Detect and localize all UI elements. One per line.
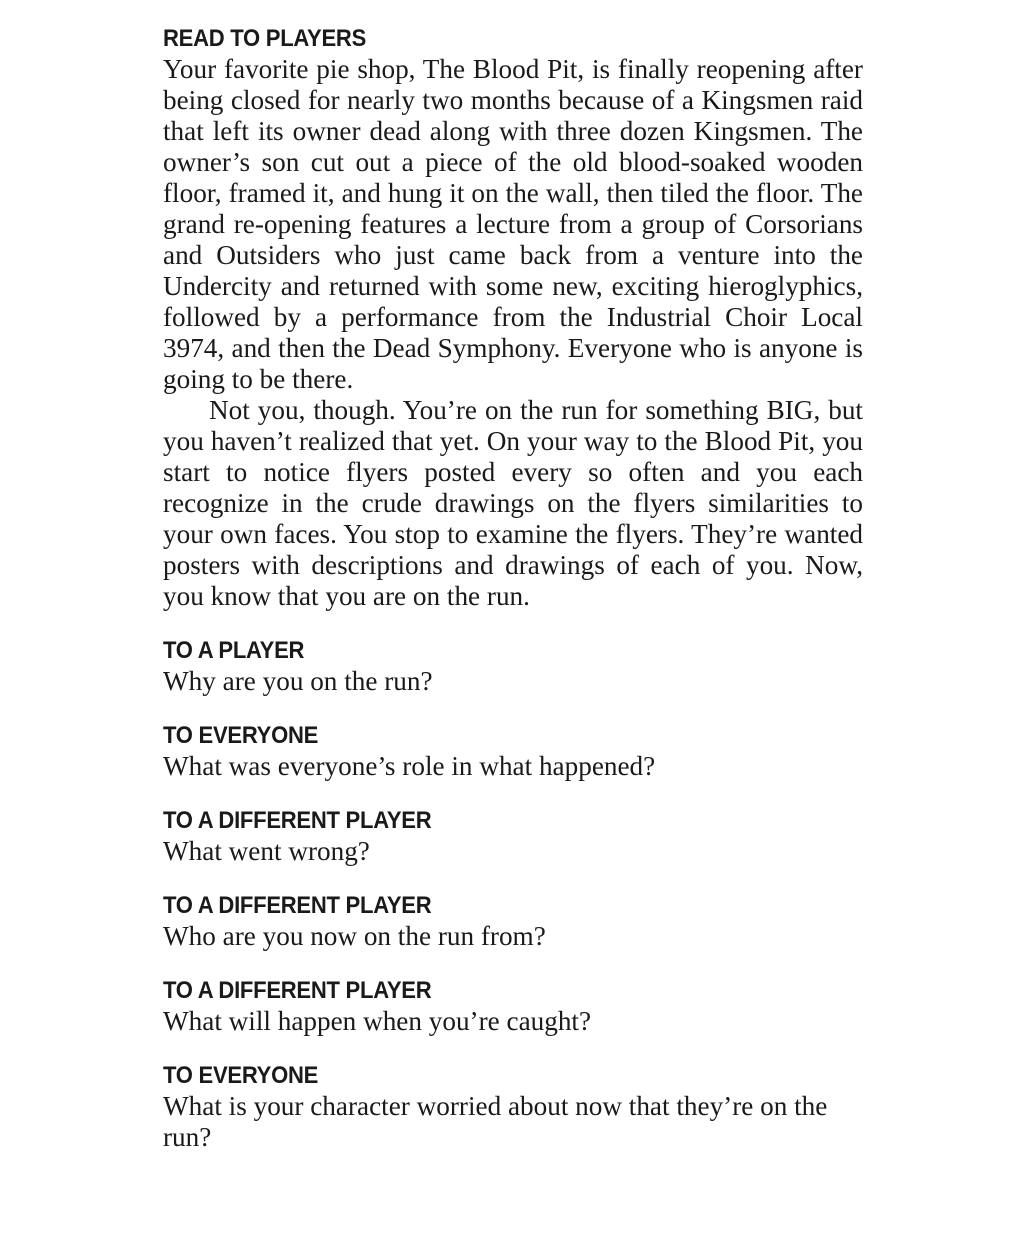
prompt-heading: TO A DIFFERENT PLAYER (163, 807, 432, 834)
read-to-players-section (163, 24, 863, 612)
prompt-block (163, 1061, 863, 1153)
prompt-question: Why are you on the run? (163, 666, 433, 696)
prompt-heading: TO A PLAYER (163, 637, 305, 664)
prompt-heading: TO EVERYONE (163, 1062, 319, 1089)
prompt-block (163, 891, 863, 952)
prompt-question: What went wrong? (163, 836, 370, 866)
read-aloud-paragraph-1: Your favorite pie shop, The Blood Pit, is finally reopening after being closed for nearly two months because of a Kingsmen raid that left its owner dead along with three dozen Kingsmen. The owner’s son cut out a piece of the old blood-soaked wooden floor, framed it, and hung it on the wall, then tiled the floor. The grand re-opening features a lecture from a group of Corsorians and Outsiders who just came back from a venture into the Undercity and returned with some new, exciting hieroglyphics, followed by a performance from the Industrial Choir Local 3974, and then the Dead Symphony. Everyone who is anyone is going to be there. (163, 54, 863, 394)
prompt-heading: TO A DIFFERENT PLAYER (163, 892, 432, 919)
prompt-heading: TO A DIFFERENT PLAYER (163, 977, 432, 1004)
read-aloud-paragraph-2: Not you, though. You’re on the run for something BIG, but you haven’t realized that yet. On your way to the Blood Pit, you start to notice flyers posted every so often and you each recognize in the crude drawings on the flyers similarities to your own faces. You stop to examine the flyers. They’re wanted posters with descriptions and drawings of each of you. Now, you know that you are on the run. (163, 395, 863, 611)
prompt-block (163, 721, 863, 782)
prompt-block (163, 806, 863, 867)
prompt-question: Who are you now on the run from? (163, 921, 546, 951)
document-page (163, 24, 863, 1153)
prompt-question: What was everyone’s role in what happened? (163, 751, 656, 781)
prompt-block (163, 636, 863, 697)
prompt-block (163, 976, 863, 1037)
read-to-players-heading: READ TO PLAYERS (163, 25, 367, 52)
prompt-heading: TO EVERYONE (163, 722, 319, 749)
prompt-question: What is your character worried about now that they’re on the run? (163, 1091, 828, 1152)
prompt-question: What will happen when you’re caught? (163, 1006, 592, 1036)
